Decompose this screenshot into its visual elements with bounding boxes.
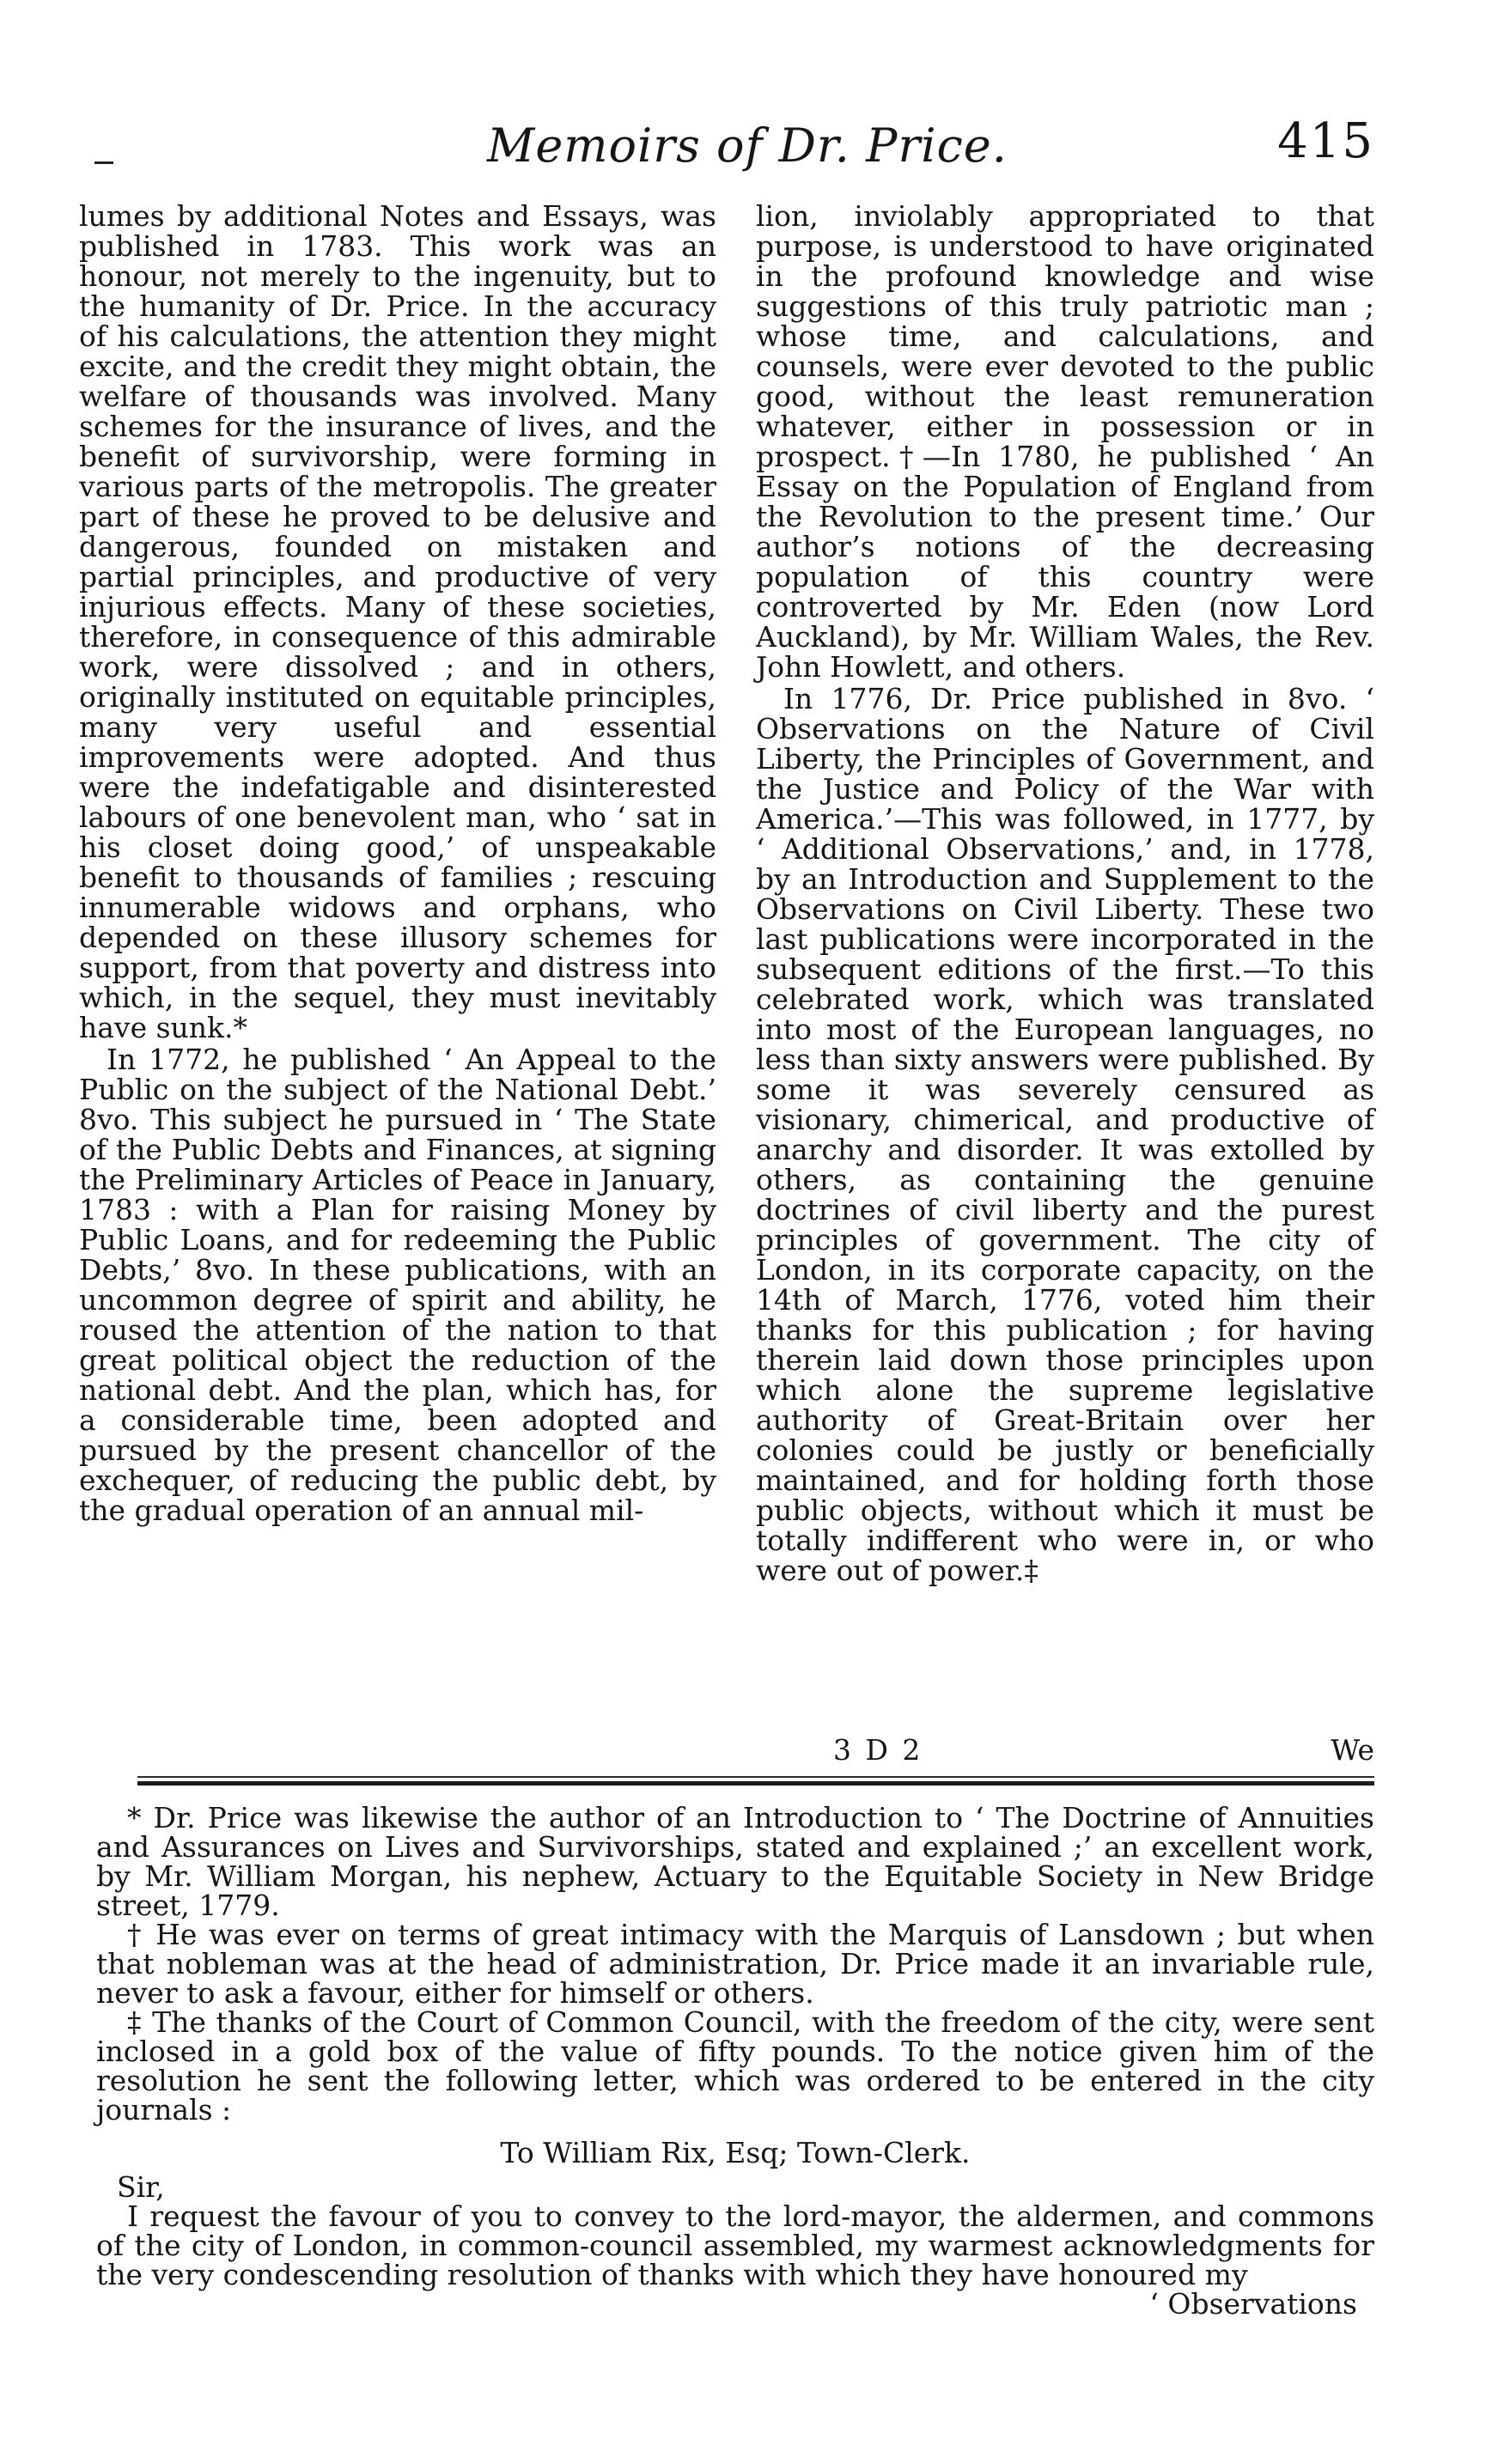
margin-dash xyxy=(94,161,113,164)
catchword: We xyxy=(1331,1733,1374,1767)
signature-line xyxy=(756,1733,1374,1767)
left-paragraph-1: lumes by additional Notes and Essays, was published in 1783. This work was an honour, not merely to the ingenuity, but to the humanity of Dr. Price. In the accuracy of his calculations, the attention they might excite, and the credit they might obtain, the welfare of thousands was involved. Many schemes for the insurance of lives, and the benefit of survivorship, were forming in various parts of the metropolis. The greater part of these he proved to be delusive and dangerous, founded on mistaken and partial principles, and productive of very injurious effects. Many of these societies, therefore, in consequence of this admirable work, were dissolved ; and in others, originally instituted on equitable principles, many very useful and essential improvements were adopted. And thus were the indefatigable and disinterested labours of one benevolent man, who ‘ sat in his closet doing good,’ of unspeakable benefit to thousands of families ; rescuing innumerable widows and orphans, who depended on these illusory schemes for support, from that poverty and distress into which, in the sequel, they must inevitably have sunk.* xyxy=(79,199,716,1044)
footnote-asterisk: * Dr. Price was likewise the author of an Introduction to ‘ The Doctrine of Annuities and Assurances on Lives and Survivorships, stated and explained ;’ an excellent work, by Mr. William Morgan, his nephew, Actuary to the Equitable Society in New Bridge street, 1779. xyxy=(96,1801,1374,1922)
right-paragraph-1: lion, inviolably appropriated to that purpose, is understood to have originated in the profound knowledge and wise suggestions of this truly patriotic man ; whose time, and calculations, and counsels, were ever devoted to the public good, without the least remuneration whatever, either in possession or in prospect.†—In 1780, he published ‘ An Essay on the Population of England from the Revolution to the present time.’ Our author’s notions of the decreasing population of this country were controverted by Mr. Eden (now Lord Auckland), by Mr. William Wales, the Rev. John Howlett, and others. xyxy=(756,199,1374,684)
footnotes xyxy=(96,1801,1374,2321)
signature-mark: 3 D 2 xyxy=(833,1733,923,1767)
letter-salutation: Sir, xyxy=(117,2170,165,2204)
running-title: Memoirs of Dr. Price. xyxy=(487,119,1008,173)
footnote-rule-thick xyxy=(137,1781,1374,1786)
right-column xyxy=(756,201,1374,1721)
footnote-double-dagger: ‡ The thanks of the Court of Common Council, with the freedom of the city, were sent inclosed in a gold box of the value of fifty pounds. To the notice given him of the resolution he sent the following letter, which was ordered to be entered in the city journals : xyxy=(96,2005,1374,2126)
right-paragraph-2: In 1776, Dr. Price published in 8vo. ‘ Observations on the Nature of Civil Liberty, the Principles of Government, and the Justice and Policy of the War with America.’—This was followed, in 1777, by ‘ Additional Observations,’ and, in 1778, by an Introduction and Supplement to the Observations on Civil Liberty. These two last publications were incorporated in the subsequent editions of the first.—To this celebrated work, which was translated into most of the European languages, no less than sixty answers were published. By some it was severely censured as visionary, chimerical, and productive of anarchy and disorder. It was extolled by others, as containing the genuine doctrines of civil liberty and the purest principles of government. The city of London, in its corporate capacity, on the 14th of March, 1776, voted him their thanks for this publication ; for having therein laid down those principles upon which alone the supreme legislative authority of Great-Britain over her colonies could be justly or beneficially maintained, and for holding forth those public objects, without which it must be totally indifferent who were in, or who were out of power.‡ xyxy=(756,682,1374,1587)
footnote-dagger: † He was ever on terms of great intimacy with the Marquis of Lansdown ; but when that nobleman was at the head of administration, Dr. Price made it an invariable rule, never to ask a favour, either for himself or others. xyxy=(96,1918,1374,2010)
left-paragraph-2: In 1772, he published ‘ An Appeal to the Public on the subject of the National Debt.’ 8vo. This subject he pursued in ‘ The State of the Public Debts and Finances, at signing the Preliminary Articles of Peace in January, 1783 : with a Plan for raising Money by Public Loans, and for redeeming the Public Debts,’ 8vo. In these publications, with an uncommon degree of spirit and ability, he roused the attention of the nation to that great political object the reduction of the national debt. And the plan, which has, for a considerable time, been adopted and pursued by the present chancellor of the exchequer, of reducing the public debt, by the gradual operation of an annual mil- xyxy=(79,1043,716,1527)
footnote-rule-thin xyxy=(137,1776,1374,1778)
letter-body: I request the favour of you to convey to the lord-mayor, the aldermen, and commons of the city of London, in common-council assembled, my warmest acknowledgments for the very condescending resolution of thanks with which they have honoured my xyxy=(96,2199,1374,2291)
page-number: 415 xyxy=(1277,113,1374,169)
footnote-catchword: ‘ Observations xyxy=(1149,2287,1357,2321)
left-column xyxy=(79,201,716,1721)
letter-address: To William Rix, Esq; Town-Clerk. xyxy=(500,2136,971,2169)
